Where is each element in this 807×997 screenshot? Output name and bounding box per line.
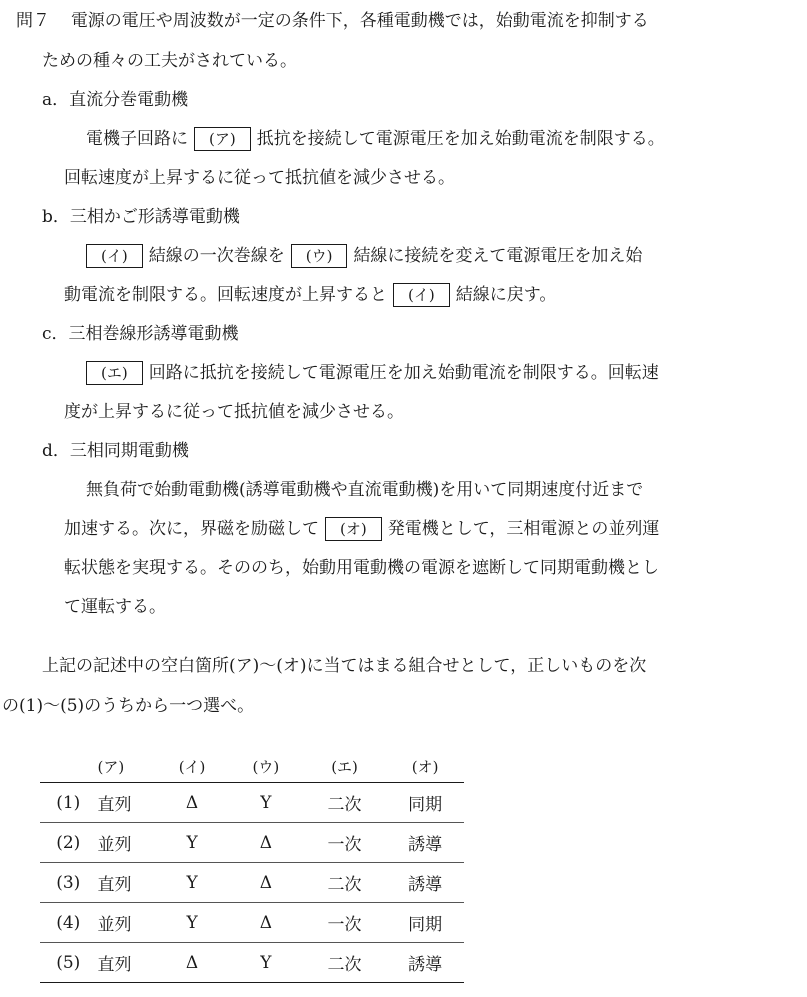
answer-table-header <box>40 750 464 783</box>
cell-u: Y <box>229 943 303 983</box>
choice-number: (2) <box>40 823 97 863</box>
table-row <box>40 863 464 903</box>
cell-e: 二次 <box>303 943 386 983</box>
cell-e: 二次 <box>303 783 386 823</box>
cell-a: 直列 <box>97 783 156 823</box>
blank-a: (ア) <box>194 127 251 151</box>
item-b-text-mid: 結線の一次巻線を <box>148 246 285 266</box>
instruction-line-2: の(1)～(5)のうちから一つ選べ。 <box>2 696 255 716</box>
choice-number: (5) <box>40 943 97 983</box>
item-c-heading: c．三相巻線形誘導電動機 <box>42 324 239 344</box>
question-intro-line-1 <box>16 9 649 33</box>
item-b-heading: b．三相かご形誘導電動機 <box>42 207 240 227</box>
answer-table <box>40 750 464 983</box>
item-a-line-1 <box>86 127 665 152</box>
cell-a: 並列 <box>97 903 156 943</box>
cell-a: 並列 <box>97 823 156 863</box>
cell-o: 誘導 <box>386 943 464 983</box>
instruction-line-1: 上記の記述中の空白箇所(ア)～(オ)に当てはまる組合せとして，正しいものを次 <box>42 656 647 676</box>
table-row <box>40 943 464 983</box>
cell-i: Y <box>155 863 229 903</box>
cell-u: Δ <box>229 823 303 863</box>
item-d-text-pre: 加速する。次に，界磁を励磁して <box>64 519 319 539</box>
choice-number: (4) <box>40 903 97 943</box>
item-d-line-4: て運転する。 <box>64 597 166 617</box>
choice-number: (1) <box>40 783 97 823</box>
item-b-text-post-2: 結線に戻す。 <box>455 285 557 305</box>
item-a-text-post: 抵抗を接続して電源電圧を加え始動電流を制限する。 <box>256 129 665 149</box>
cell-o: 誘導 <box>386 823 464 863</box>
item-d-line-3: 転状態を実現する。そののち，始動用電動機の電源を遮断して同期電動機とし <box>64 558 659 578</box>
item-c-line-2: 度が上昇するに従って抵抗値を減少させる。 <box>64 402 404 422</box>
cell-i: Y <box>155 823 229 863</box>
blank-e: (エ) <box>86 361 143 385</box>
cell-i: Δ <box>155 943 229 983</box>
table-row <box>40 903 464 943</box>
question-intro-line-2: ための種々の工夫がされている。 <box>42 51 297 71</box>
blank-u: (ウ) <box>291 244 348 268</box>
cell-a: 直列 <box>97 863 156 903</box>
cell-u: Δ <box>229 903 303 943</box>
table-row <box>40 783 464 823</box>
header-cell-choice <box>40 750 97 783</box>
question-number: 問７ <box>16 11 50 31</box>
header-cell-a: (ア) <box>97 750 156 783</box>
item-b-text-pre-2: 動電流を制限する。回転速度が上昇すると <box>64 285 387 305</box>
header-cell-u: (ウ) <box>229 750 303 783</box>
cell-e: 一次 <box>303 903 386 943</box>
item-c-text-post: 回路に抵抗を接続して電源電圧を加え始動電流を制限する。回転速 <box>148 363 659 383</box>
cell-i: Y <box>155 903 229 943</box>
blank-i-2: (イ) <box>393 283 450 307</box>
header-cell-e: (エ) <box>303 750 386 783</box>
item-c-line-1 <box>86 361 659 386</box>
item-d-line-1: 無負荷で始動電動機(誘導電動機や直流電動機)を用いて同期速度付近まで <box>86 480 644 500</box>
choice-number: (3) <box>40 863 97 903</box>
item-d-heading: d．三相同期電動機 <box>42 441 189 461</box>
cell-o: 同期 <box>386 903 464 943</box>
blank-o: (オ) <box>325 517 382 541</box>
header-cell-o: (オ) <box>386 750 464 783</box>
cell-o: 誘導 <box>386 863 464 903</box>
item-b-text-post: 結線に接続を変えて電源電圧を加え始 <box>353 246 643 266</box>
cell-o: 同期 <box>386 783 464 823</box>
cell-u: Δ <box>229 863 303 903</box>
table-row <box>40 823 464 863</box>
item-d-text-post: 発電機として，三相電源との並列運 <box>387 519 660 539</box>
header-cell-i: (イ) <box>155 750 229 783</box>
item-d-line-2 <box>64 517 659 542</box>
question-intro-text: 電源の電圧や周波数が一定の条件下，各種電動機では，始動電流を抑制する <box>70 11 649 31</box>
cell-e: 一次 <box>303 823 386 863</box>
cell-a: 直列 <box>97 943 156 983</box>
cell-e: 二次 <box>303 863 386 903</box>
cell-u: Y <box>229 783 303 823</box>
cell-i: Δ <box>155 783 229 823</box>
item-a-line-2: 回転速度が上昇するに従って抵抗値を減少させる。 <box>64 168 455 188</box>
item-a-text-pre: 電機子回路に <box>86 129 188 149</box>
item-b-line-1 <box>86 244 642 269</box>
item-a-heading: a．直流分巻電動機 <box>42 90 189 110</box>
item-b-line-2 <box>64 283 556 308</box>
blank-i: (イ) <box>86 244 143 268</box>
